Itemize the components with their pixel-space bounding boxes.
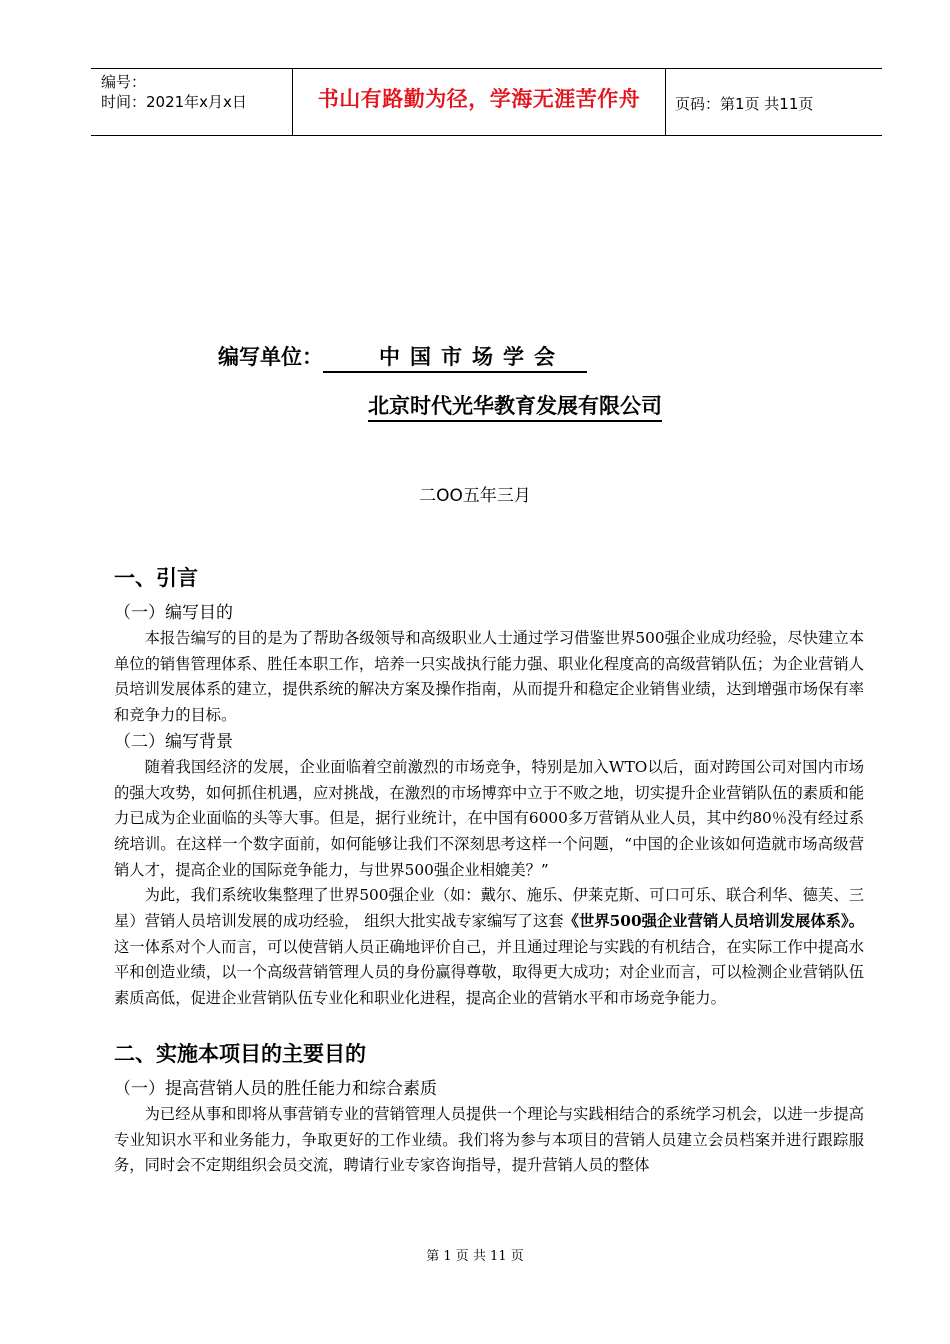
section-1-1-paragraph: 本报告编写的目的是为了帮助各级领导和高级职业人士通过学习借鉴世界500强企业成功经验，尽快建立本单位的销售管理体系、胜任本职工作，培养一只实战执行能力强、职业化程度高的高级营销队伍；为企业营销人员培训发展体系的建立，提供系统的解决方案及操作指南，从而提升和稳定企业销售业绩，达到增强市场保有率和竞争力的目标。	[114, 629, 864, 725]
section-1-1-heading: （一）编写目的	[114, 603, 233, 623]
document-date: 二OO五年三月	[419, 486, 531, 506]
compiler-unit-label: 编写单位：	[218, 345, 323, 369]
document-body	[114, 562, 864, 1179]
compiler-unit-row	[218, 341, 587, 373]
header-meta	[101, 72, 247, 112]
header-bottom-rule	[91, 135, 882, 136]
compiler-org-1: 中国市场学会	[323, 343, 587, 373]
section-2-heading: 二、实施本项目的主要目的	[114, 1041, 366, 1066]
system-title-emphasis: 《世界500强企业营销人员培训发展体系》。	[563, 912, 864, 931]
section-1-2-paragraph-1: 随着我国经济的发展，企业面临着空前激烈的市场竞争，特别是加入WTO以后，面对跨国公司对国内市场的强大攻势，如何抓住机遇，应对挑战，在激烈的市场博弈中立于不败之地，切实提升企业营销队伍的素质和能力已成为企业面临的头等大事。但是，据行业统计，在中国有6000多万营销从业人员，其中约80％没有经过系统培训。在这样一个数字面前，如何能够让我们不深刻思考这样一个问题，“中国的企业该如何造就市场高级营销人才，提高企业的国际竞争能力，与世界500强企业相媲美？”	[114, 757, 864, 879]
compiler-org-2: 北京时代光华教育发展有限公司	[368, 392, 662, 422]
paragraph-2-part-c: 这一体系对个人而言，可以使营销人员正确地评价自己，并且通过理论与实践的有机结合，在实际工作中提高水平和创造业绩，以一个高级营销管理人员的身份赢得尊敬，取得更大成功；对企业而言，可以检测企业营销队伍素质高低，促进企业营销队伍专业化和职业化进程，提高企业的营销水平和市场竞争能力。	[114, 937, 864, 1008]
header-divider-2	[665, 68, 666, 135]
paragraph-2-part-a: 为此，我们系统收集整理了世界500强企业（如：戴尔、施乐、伊莱克斯、可口可乐、联合利华、德芙、三星）营销人员培训发展的成功经验， 组织大批实战专家编写了这套	[114, 886, 864, 931]
header-time-label: 时间：2021年x月x日	[101, 93, 247, 111]
section-2-1-paragraph: 为已经从事和即将从事营销专业的营销管理人员提供一个理论与实践相结合的系统学习机会，以进一步提高专业知识水平和业务能力，争取更好的工作业绩。我们将为参与本项目的营销人员建立会员档案并进行跟踪服务，同时会不定期组织会员交流，聘请行业专家咨询指导，提升营销人员的整体	[114, 1104, 864, 1175]
section-1-heading: 一、引言	[114, 566, 198, 590]
header-motto: 书山有路勤为径，学海无涯苦作舟	[317, 87, 641, 111]
section-1-2-heading: （二）编写背景	[114, 731, 233, 752]
header-top-rule	[91, 68, 882, 69]
header-page-info: 页码：第1页 共11页	[675, 95, 814, 113]
header-number-label: 编号：	[101, 73, 147, 91]
page-footer: 第 1 页 共 11 页	[426, 1249, 524, 1264]
section-1-2-paragraph-2	[114, 883, 864, 1012]
section-2-1-heading: （一）提高营销人员的胜任能力和综合素质	[114, 1078, 437, 1099]
